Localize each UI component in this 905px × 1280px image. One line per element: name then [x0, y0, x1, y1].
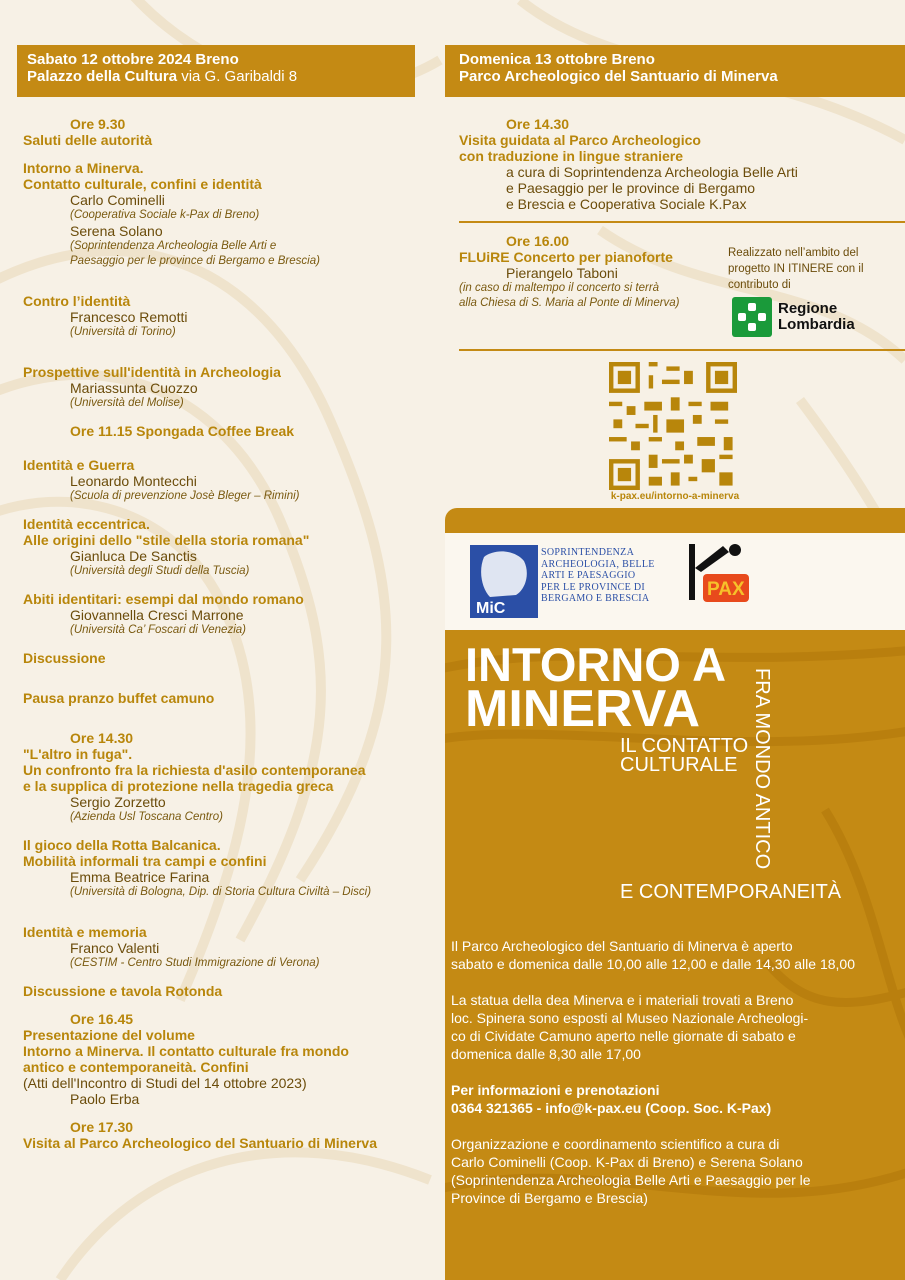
sunday-program: [459, 116, 899, 212]
divider-band: [445, 508, 905, 533]
saturday-program: [23, 116, 438, 1151]
subtitle-line-2: CULTURALE: [620, 754, 738, 776]
mic-line: ARTI E PAESAGGIO: [541, 570, 636, 581]
session-title: Intorno a Minerva.: [23, 160, 144, 176]
sponsor-line: Realizzato nell’ambito del: [728, 247, 859, 259]
session-title: Identità e Guerra: [23, 457, 135, 473]
coffee-break: Ore 11.15 Spongada Coffee Break: [70, 423, 295, 439]
info-line: Carlo Cominelli (Coop. K-Pax di Breno) e Serena Solano: [451, 1154, 803, 1170]
discussion: Discussione: [23, 650, 106, 666]
contact-details[interactable]: 0364 321365 - info@k-pax.eu (Coop. Soc. K-Pax): [451, 1100, 772, 1116]
regione-name: Regione: [778, 300, 838, 317]
speaker-name: Sergio Zorzetto: [70, 794, 166, 810]
contact-heading: Per informazioni e prenotazioni: [451, 1082, 660, 1098]
info-line: Organizzazione e coordinamento scientifico a cura di: [451, 1136, 780, 1152]
session-title: Identità e memoria: [23, 924, 147, 940]
session-title: Presentazione del volume: [23, 1027, 195, 1043]
title-line-2: MINERVA: [465, 680, 700, 738]
speaker-name: Francesco Remotti: [70, 309, 188, 325]
info-line: co di Cividate Camuno aperto nelle giornate di sabato e: [451, 1028, 796, 1044]
sunday-header: [445, 45, 905, 97]
soprintendenza-text: [541, 547, 655, 605]
kpax-logo: [683, 540, 755, 610]
saturday-date: Sabato 12 ottobre 2024 Breno: [27, 51, 239, 68]
session-description: a cura di Soprintendenza Archeologia Belle Arti: [506, 164, 798, 180]
regione-name: Lombardia: [778, 316, 855, 333]
speaker-affiliation: Paesaggio per le province di Bergamo e Brescia): [70, 255, 320, 267]
sunday-date: Domenica 13 ottobre Breno: [459, 51, 655, 68]
regione-logo-icon: [732, 297, 772, 337]
lunch-break: Pausa pranzo buffet camuno: [23, 690, 215, 706]
session-title: e la supplica di protezione nella tragedia greca: [23, 778, 334, 794]
session-title: Saluti delle autorità: [23, 132, 153, 148]
session-title: Prospettive sull'identità in Archeologia: [23, 364, 281, 380]
speaker-name: Serena Solano: [70, 223, 163, 239]
mic-logo: [470, 545, 538, 618]
session-title: antico e contemporaneità. Confini: [23, 1059, 249, 1075]
speaker-name: Gianluca De Sanctis: [70, 548, 197, 564]
session-title: Contro l’identità: [23, 293, 131, 309]
divider: [459, 221, 905, 223]
session-title: Contatto culturale, confini e identità: [23, 176, 262, 192]
info-line: La statua della dea Minerva e i materiali trovati a Breno: [451, 992, 794, 1008]
qr-code-icon[interactable]: [609, 362, 737, 490]
sunday-concert: [459, 233, 729, 311]
mic-line: BERGAMO E BRESCIA: [541, 593, 650, 604]
session-title: Mobilità informali tra campi e confini: [23, 853, 267, 869]
session-title: Intorno a Minerva. Il contatto culturale fra mondo: [23, 1043, 349, 1059]
session-title: Abiti identitari: esempi dal mondo romano: [23, 591, 304, 607]
subtitle-bottom: E CONTEMPORANEITÀ: [620, 881, 842, 903]
speaker-affiliation: (Cooperativa Sociale k-Pax di Breno): [70, 209, 260, 221]
speaker-name: Giovannella Cresci Marrone: [70, 607, 244, 623]
weather-note: alla Chiesa di S. Maria al Ponte di Minerva): [459, 297, 680, 309]
svg-text:MiC: MiC: [476, 600, 506, 617]
book-note: (Atti dell'Incontro di Studi del 14 ottobre 2023): [23, 1075, 307, 1091]
info-line: sabato e domenica dalle 10,00 alle 12,00 e dalle 14,30 alle 18,00: [451, 956, 855, 972]
session-description: e Brescia e Cooperativa Sociale K.Pax: [506, 196, 747, 212]
info-line: (Soprintendenza Archeologia Belle Arti e Paesaggio per le: [451, 1172, 811, 1188]
mic-line: SOPRINTENDENZA: [541, 547, 635, 558]
session-time: Ore 14.30: [506, 116, 570, 132]
session-title: FLUiRE Concerto per pianoforte: [459, 249, 673, 265]
session-time: Ore 9.30: [70, 116, 126, 132]
info-line: loc. Spinera sono esposti al Museo Nazionale Archeologi-: [451, 1010, 809, 1026]
subtitle-vertical: FRA MONDO ANTICO: [751, 668, 773, 870]
speaker-name: Emma Beatrice Farina: [70, 869, 210, 885]
speaker-name: Mariassunta Cuozzo: [70, 380, 198, 396]
subtitle-line-1: IL CONTATTO: [620, 735, 749, 757]
speaker-affiliation: (Azienda Usl Toscana Centro): [70, 811, 223, 823]
venue-name: Palazzo della Cultura: [27, 68, 178, 85]
mic-line: ARCHEOLOGIA, BELLE: [541, 558, 655, 570]
speaker-affiliation: (Università Ca’ Foscari di Venezia): [70, 624, 246, 636]
speaker-name: Leonardo Montecchi: [70, 473, 197, 489]
info-line: domenica dalle 8,30 alle 17,00: [451, 1046, 641, 1062]
session-title: "L'altro in fuga".: [23, 746, 133, 762]
regione-lombardia-logo: [732, 297, 882, 339]
sponsor-note: [728, 245, 898, 293]
session-time: Ore 16.45: [70, 1011, 134, 1027]
speaker-affiliation: (Università degli Studi della Tuscia): [70, 565, 250, 577]
session-time: Ore 17.30: [70, 1119, 134, 1135]
speaker-affiliation: (Università di Bologna, Dip. di Storia Cultura Civiltà – Disci): [70, 886, 372, 898]
speaker-name: Paolo Erba: [70, 1091, 140, 1107]
info-section: [451, 937, 891, 1207]
session-title: Visita al Parco Archeologico del Santuario di Minerva: [23, 1135, 377, 1151]
divider: [459, 349, 905, 351]
title-line-1: INTORNO A: [465, 638, 727, 691]
session-title: con traduzione in lingue straniere: [459, 148, 684, 164]
speaker-name: Franco Valenti: [70, 940, 160, 956]
round-table: Discussione e tavola Rotonda: [23, 983, 223, 999]
session-title: Il gioco della Rotta Balcanica.: [23, 837, 221, 853]
sponsor-line: progetto IN ITINERE con il: [728, 263, 864, 275]
info-line: Province di Bergamo e Brescia): [451, 1190, 648, 1206]
info-line: Il Parco Archeologico del Santuario di Minerva è aperto: [451, 938, 793, 954]
speaker-name: Pierangelo Taboni: [506, 265, 618, 281]
speaker-affiliation: (Università di Torino): [70, 326, 176, 338]
weather-note: (in caso di maltempo il concerto si terrà: [459, 282, 660, 294]
session-description: e Paesaggio per le province di Bergamo: [506, 180, 756, 196]
speaker-affiliation: (Scuola di prevenzione Josè Bleger – Rimini): [70, 490, 300, 502]
mic-line: PER LE PROVINCE DI: [541, 581, 646, 593]
sunday-venue: Parco Archeologico del Santuario di Minerva: [459, 68, 778, 85]
svg-text:PAX: PAX: [707, 579, 745, 600]
session-time: Ore 14.30: [70, 730, 134, 746]
speaker-affiliation: (CESTIM - Centro Studi Immigrazione di Verona): [70, 957, 320, 969]
session-title: Un confronto fra la richiesta d'asilo contemporanea: [23, 762, 366, 778]
session-title: Visita guidata al Parco Archeologico: [459, 132, 701, 148]
speaker-name: Carlo Cominelli: [70, 192, 165, 208]
session-title: Identità eccentrica.: [23, 516, 150, 532]
qr-url[interactable]: k-pax.eu/intorno-a-minerva: [610, 491, 740, 502]
saturday-venue: [27, 68, 405, 85]
speaker-affiliation: (Università del Molise): [70, 397, 184, 409]
sponsor-line: contributo di: [728, 279, 791, 291]
speaker-affiliation: (Soprintendenza Archeologia Belle Arti e: [70, 240, 277, 252]
session-title: Alle origini dello "stile della storia romana": [23, 532, 310, 548]
saturday-header: [17, 45, 415, 97]
session-time: Ore 16.00: [506, 233, 570, 249]
venue-address: via G. Garibaldi 8: [177, 68, 298, 85]
